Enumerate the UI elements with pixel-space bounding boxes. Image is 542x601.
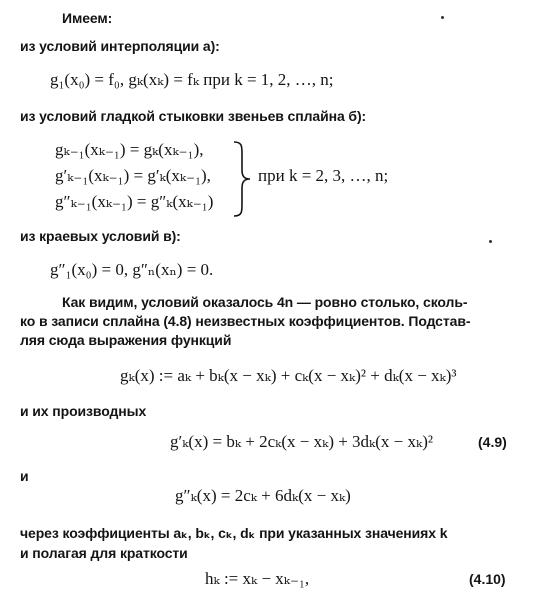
text-smooth-joining: из условий гладкой стыковки звеньев сплайна б):: [20, 108, 367, 124]
scan-speck: [489, 240, 492, 243]
formula-second-derivative: g″ₖ(x) = 2cₖ + 6dₖ(x − xₖ): [175, 486, 351, 505]
text-derivatives: и их производных: [20, 403, 147, 419]
formula-joining-3: g″ₖ₋₁(xₖ₋₁) = g″ₖ(xₖ₋₁): [55, 192, 214, 211]
paragraph-line-1: Как видим, условий оказалось 4n — ровно столько, сколь-: [62, 294, 468, 310]
text-interpolation-conditions: из условий интерполяции а):: [20, 38, 220, 54]
text-imeem: Имеем:: [62, 10, 113, 26]
formula-interpolation: g₁(x₀) = f₀, gₖ(xₖ) = fₖ при k = 1, 2, …, n;: [50, 70, 334, 89]
formula-boundary: g″₁(x₀) = 0, g″ₙ(xₙ) = 0.: [50, 260, 214, 279]
formula-joining-condition: при k = 2, 3, …, n;: [258, 166, 389, 185]
scan-speck: [441, 16, 444, 19]
formula-joining-1: gₖ₋₁(xₖ₋₁) = gₖ(xₖ₋₁),: [55, 140, 204, 159]
formula-spline: gₖ(x) := aₖ + bₖ(x − xₖ) + cₖ(x − xₖ)² + dₖ(x − xₖ)³: [120, 366, 457, 385]
equation-number-4-9: (4.9): [478, 434, 507, 450]
right-brace-icon: [232, 140, 254, 218]
paragraph-line-2: ко в записи сплайна (4.8) неизвестных коэффициентов. Подстав-: [20, 313, 471, 329]
text-boundary-conditions: из краевых условий в):: [20, 228, 181, 244]
formula-joining-2: g′ₖ₋₁(xₖ₋₁) = g′ₖ(xₖ₋₁),: [55, 166, 211, 185]
paragraph2-line-1: через коэффициенты aₖ, bₖ, cₖ, dₖ при указанных значениях k: [20, 525, 448, 541]
paragraph-line-3: ляя сюда выражения функций: [20, 332, 232, 348]
formula-first-derivative: g′ₖ(x) = bₖ + 2cₖ(x − xₖ) + 3dₖ(x − xₖ)²: [170, 432, 433, 451]
equation-number-4-10: (4.10): [469, 571, 506, 587]
formula-step: hₖ := xₖ − xₖ₋₁,: [205, 569, 310, 588]
text-and: и: [20, 468, 29, 484]
paragraph2-line-2: и полагая для краткости: [20, 545, 188, 561]
